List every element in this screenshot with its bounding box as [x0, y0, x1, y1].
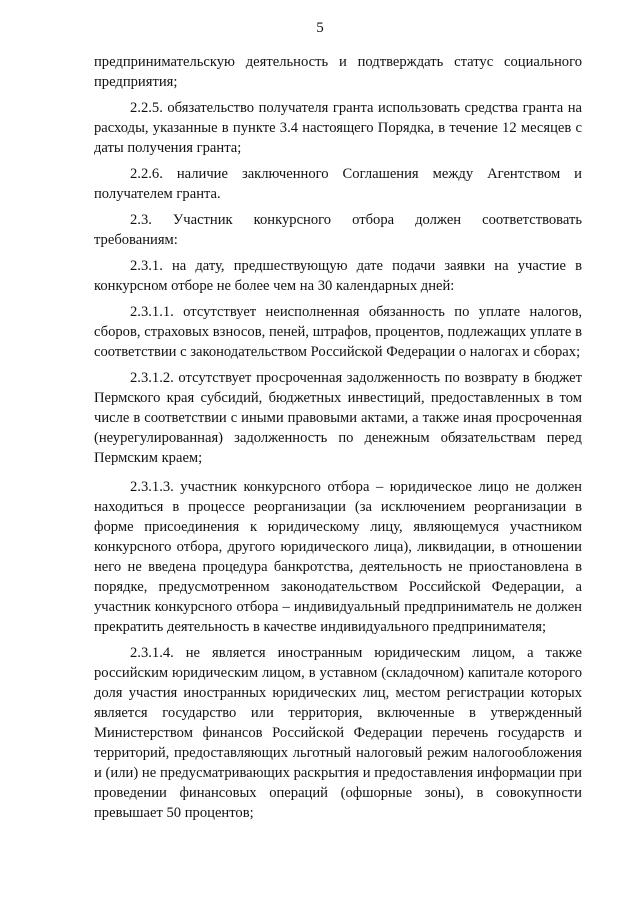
paragraph-2-3-1-4: 2.3.1.4. не является иностранным юридическим лицом, а также российским юридическим лицом, в уставном (складочном) капитале которого доля участия иностранных юридических лиц, местом регистрации которых является государство или территория, включенные в утвержденный Министерством финансов Российской Федерации перечень государств и территорий, предоставляющих льготный налоговый режим налогообложения и (или) не предусматривающих раскрытия и предоставления информации при проведении финансовых операций (офшорные зоны), в совокупности превышает 50 процентов;	[94, 645, 582, 821]
paragraph-2-3-1-1: 2.3.1.1. отсутствует неисполненная обязанность по уплате налогов, сборов, страховых взносов, пеней, штрафов, процентов, подлежащих уплате в соответствии с законодательством Российской Федерации о налогах и сборах;	[94, 304, 582, 360]
paragraph-2-3: 2.3. Участник конкурсного отбора должен соответствовать требованиям:	[94, 212, 582, 248]
paragraph-2-3-1-2: 2.3.1.2. отсутствует просроченная задолженность по возврату в бюджет Пермского края субсидий, бюджетных инвестиций, предоставленных в том числе в соответствии с иными правовыми актами, а также иная просроченная (неурегулированная) задолженность по денежным обязательствам перед Пермским краем;	[94, 370, 582, 466]
paragraph-2-2-5: 2.2.5. обязательство получателя гранта использовать средства гранта на расходы, указанные в пункте 3.4 настоящего Порядка, в течение 12 месяцев с даты получения гранта;	[94, 100, 582, 156]
paragraph-2-2-6: 2.2.6. наличие заключенного Соглашения между Агентством и получателем гранта.	[94, 166, 582, 202]
paragraph-2-3-1-3: 2.3.1.3. участник конкурсного отбора – юридическое лицо не должен находиться в процессе реорганизации (за исключением реорганизации в форме присоединения к юридическому лицу, являющемуся участником конкурсного отбора, другого юридического лица), ликвидации, в отношении него не введена процедура банкротства, деятельность не приостановлена в порядке, предусмотренном законодательством Российской Федерации, а участник конкурсного отбора – индивидуальный предприниматель не должен прекратить деятельность в качестве индивидуального предпринимателя;	[94, 479, 582, 635]
page-number: 5	[316, 20, 324, 36]
document-body	[94, 52, 582, 823]
paragraph-continuation: предпринимательскую деятельность и подтверждать статус социального предприятия;	[94, 54, 582, 90]
paragraph-2-3-1: 2.3.1. на дату, предшествующую дате подачи заявки на участие в конкурсном отборе не более чем на 30 календарных дней:	[94, 258, 582, 294]
